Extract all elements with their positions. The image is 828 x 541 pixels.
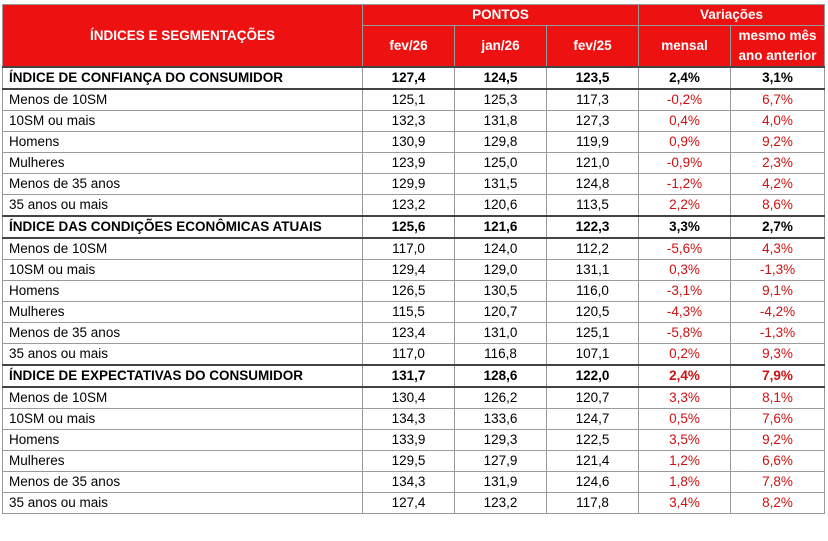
col-header-monthly: mensal [639,26,731,68]
points-cell: 129,4 [363,260,455,281]
variation-cell: 9,2% [731,430,825,451]
variation-cell: -5,8% [639,323,731,344]
segment-label: Homens [3,281,363,302]
variation-cell: 4,0% [731,111,825,132]
points-header: PONTOS [363,5,639,26]
segment-label: 10SM ou mais [3,409,363,430]
variation-cell: 4,2% [731,174,825,195]
section-title: ÍNDICE DE EXPECTATIVAS DO CONSUMIDOR [3,365,363,387]
points-cell: 125,0 [455,153,547,174]
segment-label: Menos de 35 anos [3,323,363,344]
segment-label: Menos de 35 anos [3,174,363,195]
points-cell: 121,6 [455,216,547,238]
table-row [3,451,825,472]
variation-cell: 9,2% [731,132,825,153]
table-row [3,323,825,344]
points-cell: 130,9 [363,132,455,153]
variation-cell: -1,3% [731,260,825,281]
points-cell: 127,3 [547,111,639,132]
points-cell: 133,6 [455,409,547,430]
segment-label: Mulheres [3,451,363,472]
segment-label: Mulheres [3,153,363,174]
points-cell: 120,5 [547,302,639,323]
table-row [3,153,825,174]
variation-cell: 4,3% [731,238,825,260]
col-header-yoy: mesmo mês ano anterior [731,26,825,68]
col-header-fev25: fev/25 [547,26,639,68]
table-row [3,344,825,366]
variation-cell: 1,8% [639,472,731,493]
points-cell: 123,9 [363,153,455,174]
table-row [3,260,825,281]
segment-label: 10SM ou mais [3,111,363,132]
variation-cell: -5,6% [639,238,731,260]
variation-cell: 8,6% [731,195,825,217]
variation-cell: 7,8% [731,472,825,493]
points-cell: 130,5 [455,281,547,302]
points-cell: 130,4 [363,387,455,409]
points-cell: 120,7 [455,302,547,323]
table-row [3,281,825,302]
points-cell: 121,0 [547,153,639,174]
segment-label: Menos de 35 anos [3,472,363,493]
section-title: ÍNDICE DAS CONDIÇÕES ECONÔMICAS ATUAIS [3,216,363,238]
table-row [3,238,825,260]
points-cell: 129,5 [363,451,455,472]
table-header [3,5,825,68]
variation-cell: 3,3% [639,387,731,409]
segment-label: Mulheres [3,302,363,323]
segment-label: Homens [3,132,363,153]
points-cell: 123,2 [363,195,455,217]
points-cell: 117,0 [363,238,455,260]
segment-label: 10SM ou mais [3,260,363,281]
variation-cell: 3,1% [731,67,825,89]
variation-cell: 0,9% [639,132,731,153]
segment-label: Menos de 10SM [3,89,363,111]
variation-cell: 8,1% [731,387,825,409]
points-cell: 124,0 [455,238,547,260]
points-cell: 134,3 [363,472,455,493]
section-row [3,365,825,387]
points-cell: 119,9 [547,132,639,153]
variation-cell: -1,3% [731,323,825,344]
points-cell: 123,2 [455,493,547,514]
indices-header: ÍNDICES E SEGMENTAÇÕES [3,5,363,68]
points-cell: 131,9 [455,472,547,493]
variation-cell: 3,5% [639,430,731,451]
points-cell: 124,7 [547,409,639,430]
variation-cell: 2,7% [731,216,825,238]
section-row [3,67,825,89]
variation-cell: -4,2% [731,302,825,323]
section-title: ÍNDICE DE CONFIANÇA DO CONSUMIDOR [3,67,363,89]
points-cell: 131,5 [455,174,547,195]
col-header-jan26: jan/26 [455,26,547,68]
variation-cell: 9,1% [731,281,825,302]
points-cell: 116,8 [455,344,547,366]
table-row [3,302,825,323]
points-cell: 107,1 [547,344,639,366]
points-cell: 131,7 [363,365,455,387]
variation-cell: -0,9% [639,153,731,174]
points-cell: 126,2 [455,387,547,409]
points-cell: 131,0 [455,323,547,344]
table-row [3,409,825,430]
points-cell: 116,0 [547,281,639,302]
segment-label: 35 anos ou mais [3,195,363,217]
points-cell: 127,4 [363,493,455,514]
points-cell: 125,3 [455,89,547,111]
variation-cell: -4,3% [639,302,731,323]
variation-cell: 2,4% [639,67,731,89]
points-cell: 129,9 [363,174,455,195]
points-cell: 124,8 [547,174,639,195]
points-cell: 122,0 [547,365,639,387]
points-cell: 124,6 [547,472,639,493]
table-row [3,132,825,153]
points-cell: 123,4 [363,323,455,344]
points-cell: 120,6 [455,195,547,217]
table-row [3,387,825,409]
table-row [3,493,825,514]
variation-cell: 9,3% [731,344,825,366]
variation-cell: 0,5% [639,409,731,430]
points-cell: 117,3 [547,89,639,111]
table-row [3,111,825,132]
points-cell: 121,4 [547,451,639,472]
table-row [3,472,825,493]
segment-label: Homens [3,430,363,451]
confidence-index-table [2,4,825,514]
segment-label: Menos de 10SM [3,387,363,409]
points-cell: 125,1 [547,323,639,344]
variation-cell: 2,3% [731,153,825,174]
points-cell: 115,5 [363,302,455,323]
variation-cell: -0,2% [639,89,731,111]
points-cell: 125,6 [363,216,455,238]
points-cell: 127,9 [455,451,547,472]
segment-label: 35 anos ou mais [3,344,363,366]
variation-cell: -3,1% [639,281,731,302]
points-cell: 120,7 [547,387,639,409]
variation-cell: 0,4% [639,111,731,132]
section-row [3,216,825,238]
variation-cell: -1,2% [639,174,731,195]
points-cell: 126,5 [363,281,455,302]
points-cell: 122,5 [547,430,639,451]
points-cell: 127,4 [363,67,455,89]
points-cell: 131,1 [547,260,639,281]
points-cell: 133,9 [363,430,455,451]
table-body [3,67,825,514]
variation-cell: 1,2% [639,451,731,472]
variations-header: Variações [639,5,825,26]
points-cell: 117,0 [363,344,455,366]
table-row [3,89,825,111]
variation-cell: 7,6% [731,409,825,430]
points-cell: 125,1 [363,89,455,111]
variation-cell: 0,2% [639,344,731,366]
variation-cell: 8,2% [731,493,825,514]
variation-cell: 0,3% [639,260,731,281]
points-cell: 129,8 [455,132,547,153]
points-cell: 128,6 [455,365,547,387]
variation-cell: 3,3% [639,216,731,238]
segment-label: 35 anos ou mais [3,493,363,514]
points-cell: 129,3 [455,430,547,451]
points-cell: 129,0 [455,260,547,281]
points-cell: 117,8 [547,493,639,514]
table-row [3,195,825,217]
points-cell: 112,2 [547,238,639,260]
table-row [3,430,825,451]
variation-cell: 3,4% [639,493,731,514]
variation-cell: 2,2% [639,195,731,217]
points-cell: 132,3 [363,111,455,132]
variation-cell: 6,6% [731,451,825,472]
points-cell: 122,3 [547,216,639,238]
points-cell: 113,5 [547,195,639,217]
points-cell: 131,8 [455,111,547,132]
points-cell: 134,3 [363,409,455,430]
variation-cell: 2,4% [639,365,731,387]
variation-cell: 6,7% [731,89,825,111]
variation-cell: 7,9% [731,365,825,387]
points-cell: 124,5 [455,67,547,89]
table-row [3,174,825,195]
segment-label: Menos de 10SM [3,238,363,260]
points-cell: 123,5 [547,67,639,89]
col-header-fev26: fev/26 [363,26,455,68]
